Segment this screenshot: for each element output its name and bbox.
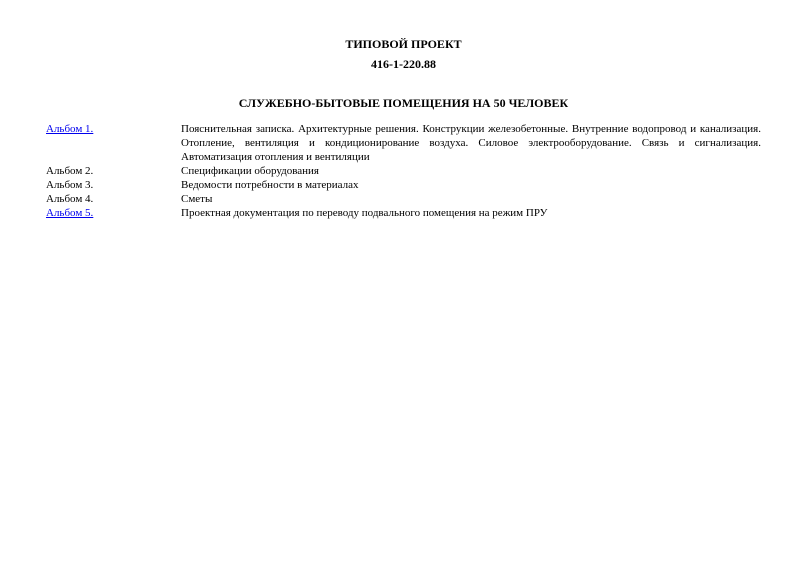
- album-4-description: Сметы: [181, 193, 213, 205]
- album-5-description: Проектная документация по переводу подвального помещения на режим ПРУ: [181, 207, 548, 219]
- album-row: [46, 178, 761, 192]
- album-2-description: Спецификации оборудования: [181, 165, 319, 177]
- album-row: [46, 192, 761, 206]
- album-3-description: Ведомости потребности в материалах: [181, 179, 359, 191]
- album-2-name: Альбом 2.: [46, 165, 94, 177]
- album-5-link[interactable]: Альбом 5.: [46, 207, 94, 219]
- project-code: 416-1-220.88: [371, 57, 436, 71]
- album-3-name: Альбом 3.: [46, 179, 94, 191]
- album-row: [46, 164, 761, 178]
- album-row: [46, 122, 761, 164]
- album-1-description: Пояснительная записка. Архитектурные решения. Конструкции железобетонные. Внутренние водопровод и канализация. Отопление, вентиляция и кондиционирование воздуха. Силовое электрооборудование. Связь и сигнализация. Автоматизация отопления и вентиляции: [181, 123, 761, 163]
- document-title: ТИПОВОЙ ПРОЕКТ: [345, 37, 462, 51]
- albums-table: [46, 122, 761, 220]
- album-4-name: Альбом 4.: [46, 193, 94, 205]
- album-row: [46, 206, 761, 220]
- album-1-link[interactable]: Альбом 1.: [46, 123, 94, 135]
- document-subtitle: СЛУЖЕБНО-БЫТОВЫЕ ПОМЕЩЕНИЯ НА 50 ЧЕЛОВЕК: [238, 96, 569, 110]
